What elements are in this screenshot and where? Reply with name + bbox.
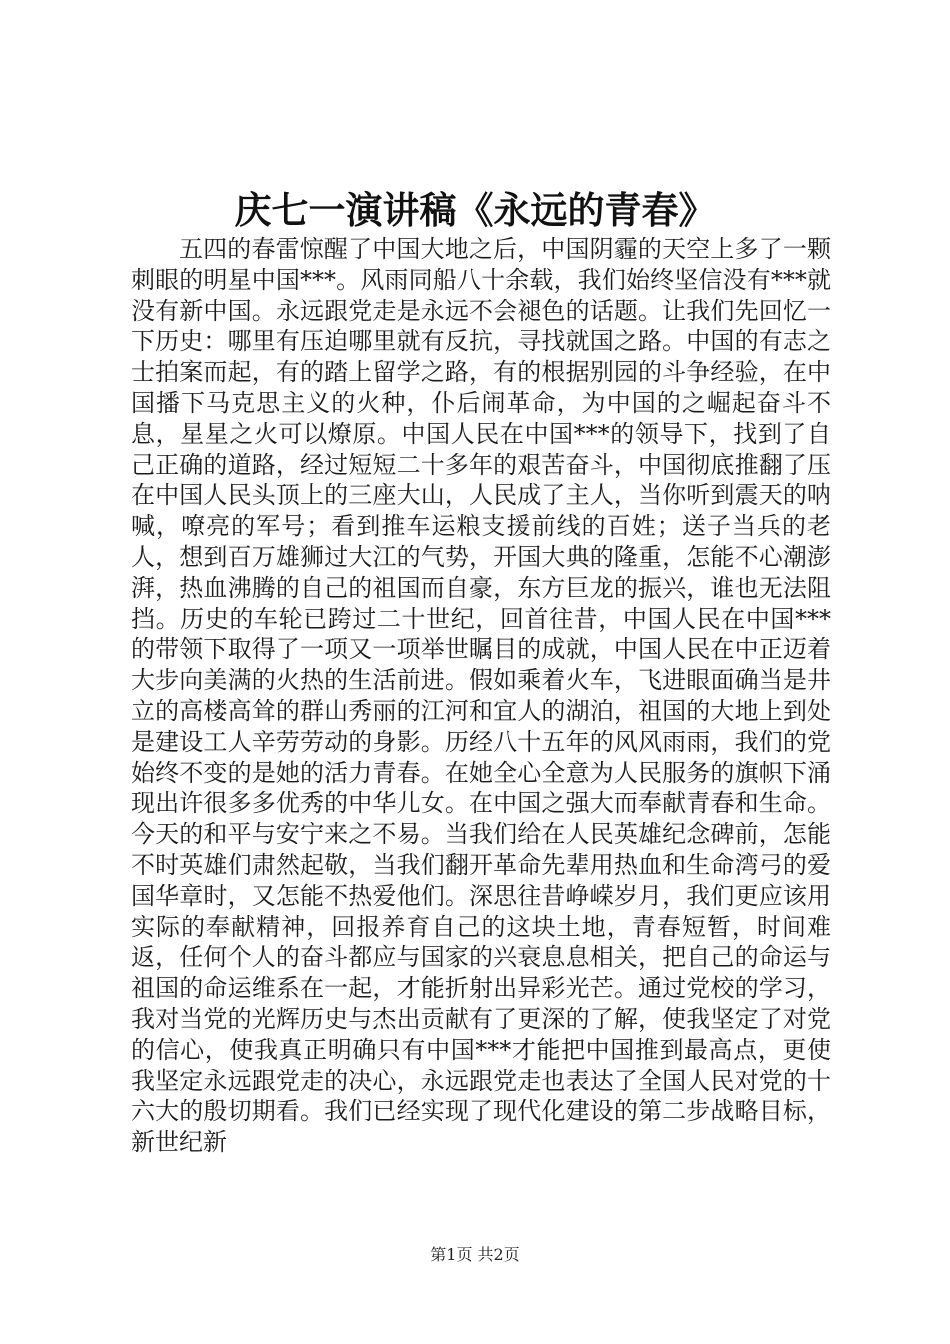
body-paragraph: 五四的春雷惊醒了中国大地之后，中国阴霾的天空上多了一颗刺眼的明星中国***。风雨同船八十余载，我们始终坚信没有***就没有新中国。永远跟党走是永远不会褪色的话题。让我们先回忆一下历史：哪里有压迫哪里就有反抗，寻找就国之路。中国的有志之士拍案而起，有的踏上留学之路，有的根据别园的斗争经验，在中国播下马克思主义的火种，仆后闹革命，为中国的之崛起奋斗不息，星星之火可以燎原。中国人民在中国***的领导下，找到了自己正确的道路，经过短短二十多年的艰苦奋斗，中国彻底推翻了压在中国人民头顶上的三座大山，人民成了主人，当你听到震天的呐喊，嘹亮的军号；看到推车运粮支援前线的百姓；送子当兵的老人，想到百万雄狮过大江的气势，开国大典的隆重，怎能不心潮澎湃，热血沸腾的自己的祖国而自豪，东方巨龙的振兴，谁也无法阻挡。历史的车轮已跨过二十世纪，回首往昔，中国人民在中国***的带领下取得了一项又一项举世瞩目的成就，中国人民在中正迈着大步向美满的火热的生活前进。假如乘着火车，飞进眼面确当是井立的高楼高耸的群山秀丽的江河和宜人的湖泊，祖国的大地上到处是建设工人辛劳劳动的身影。历经八十五年的风风雨雨，我们的党始终不变的是她的活力青春。在她全心全意为人民服务的旗帜下涌现出许很多多优秀的中华儿女。在中国之强大而奉献青春和生命。今天的和平与安宁来之不易。当我们给在人民英雄纪念碑前，怎能不时英雄们肃然起敬，当我们翻开革命先辈用热血和生命湾弓的爱国华章时，又怎能不热爱他们。深思往昔峥嵘岁月，我们更应该用实际的奉献精神，回报养育自己的这块土地，青春短暂，时间难返，任何个人的奋斗都应与国家的兴衰息息相关，把自己的命运与祖国的命运维系在一起，才能折射出异彩光芒。通过党校的学习，我对当党的光辉历史与杰出贡献有了更深的了解，使我坚定了对党的信心，使我真正明确只有中国***才能把中国推到最高点，更使我坚定永远跟党走的决心，永远跟党走也表达了全国人民对党的十六大的殷切期看。我们已经实现了现代化建设的第二步战略目标，新世纪新 — [131, 235, 831, 1157]
document-title: 庆七一演讲稿《永远的青春》 — [234, 188, 716, 232]
page-footer: 第1页 共2页 — [430, 1245, 520, 1264]
